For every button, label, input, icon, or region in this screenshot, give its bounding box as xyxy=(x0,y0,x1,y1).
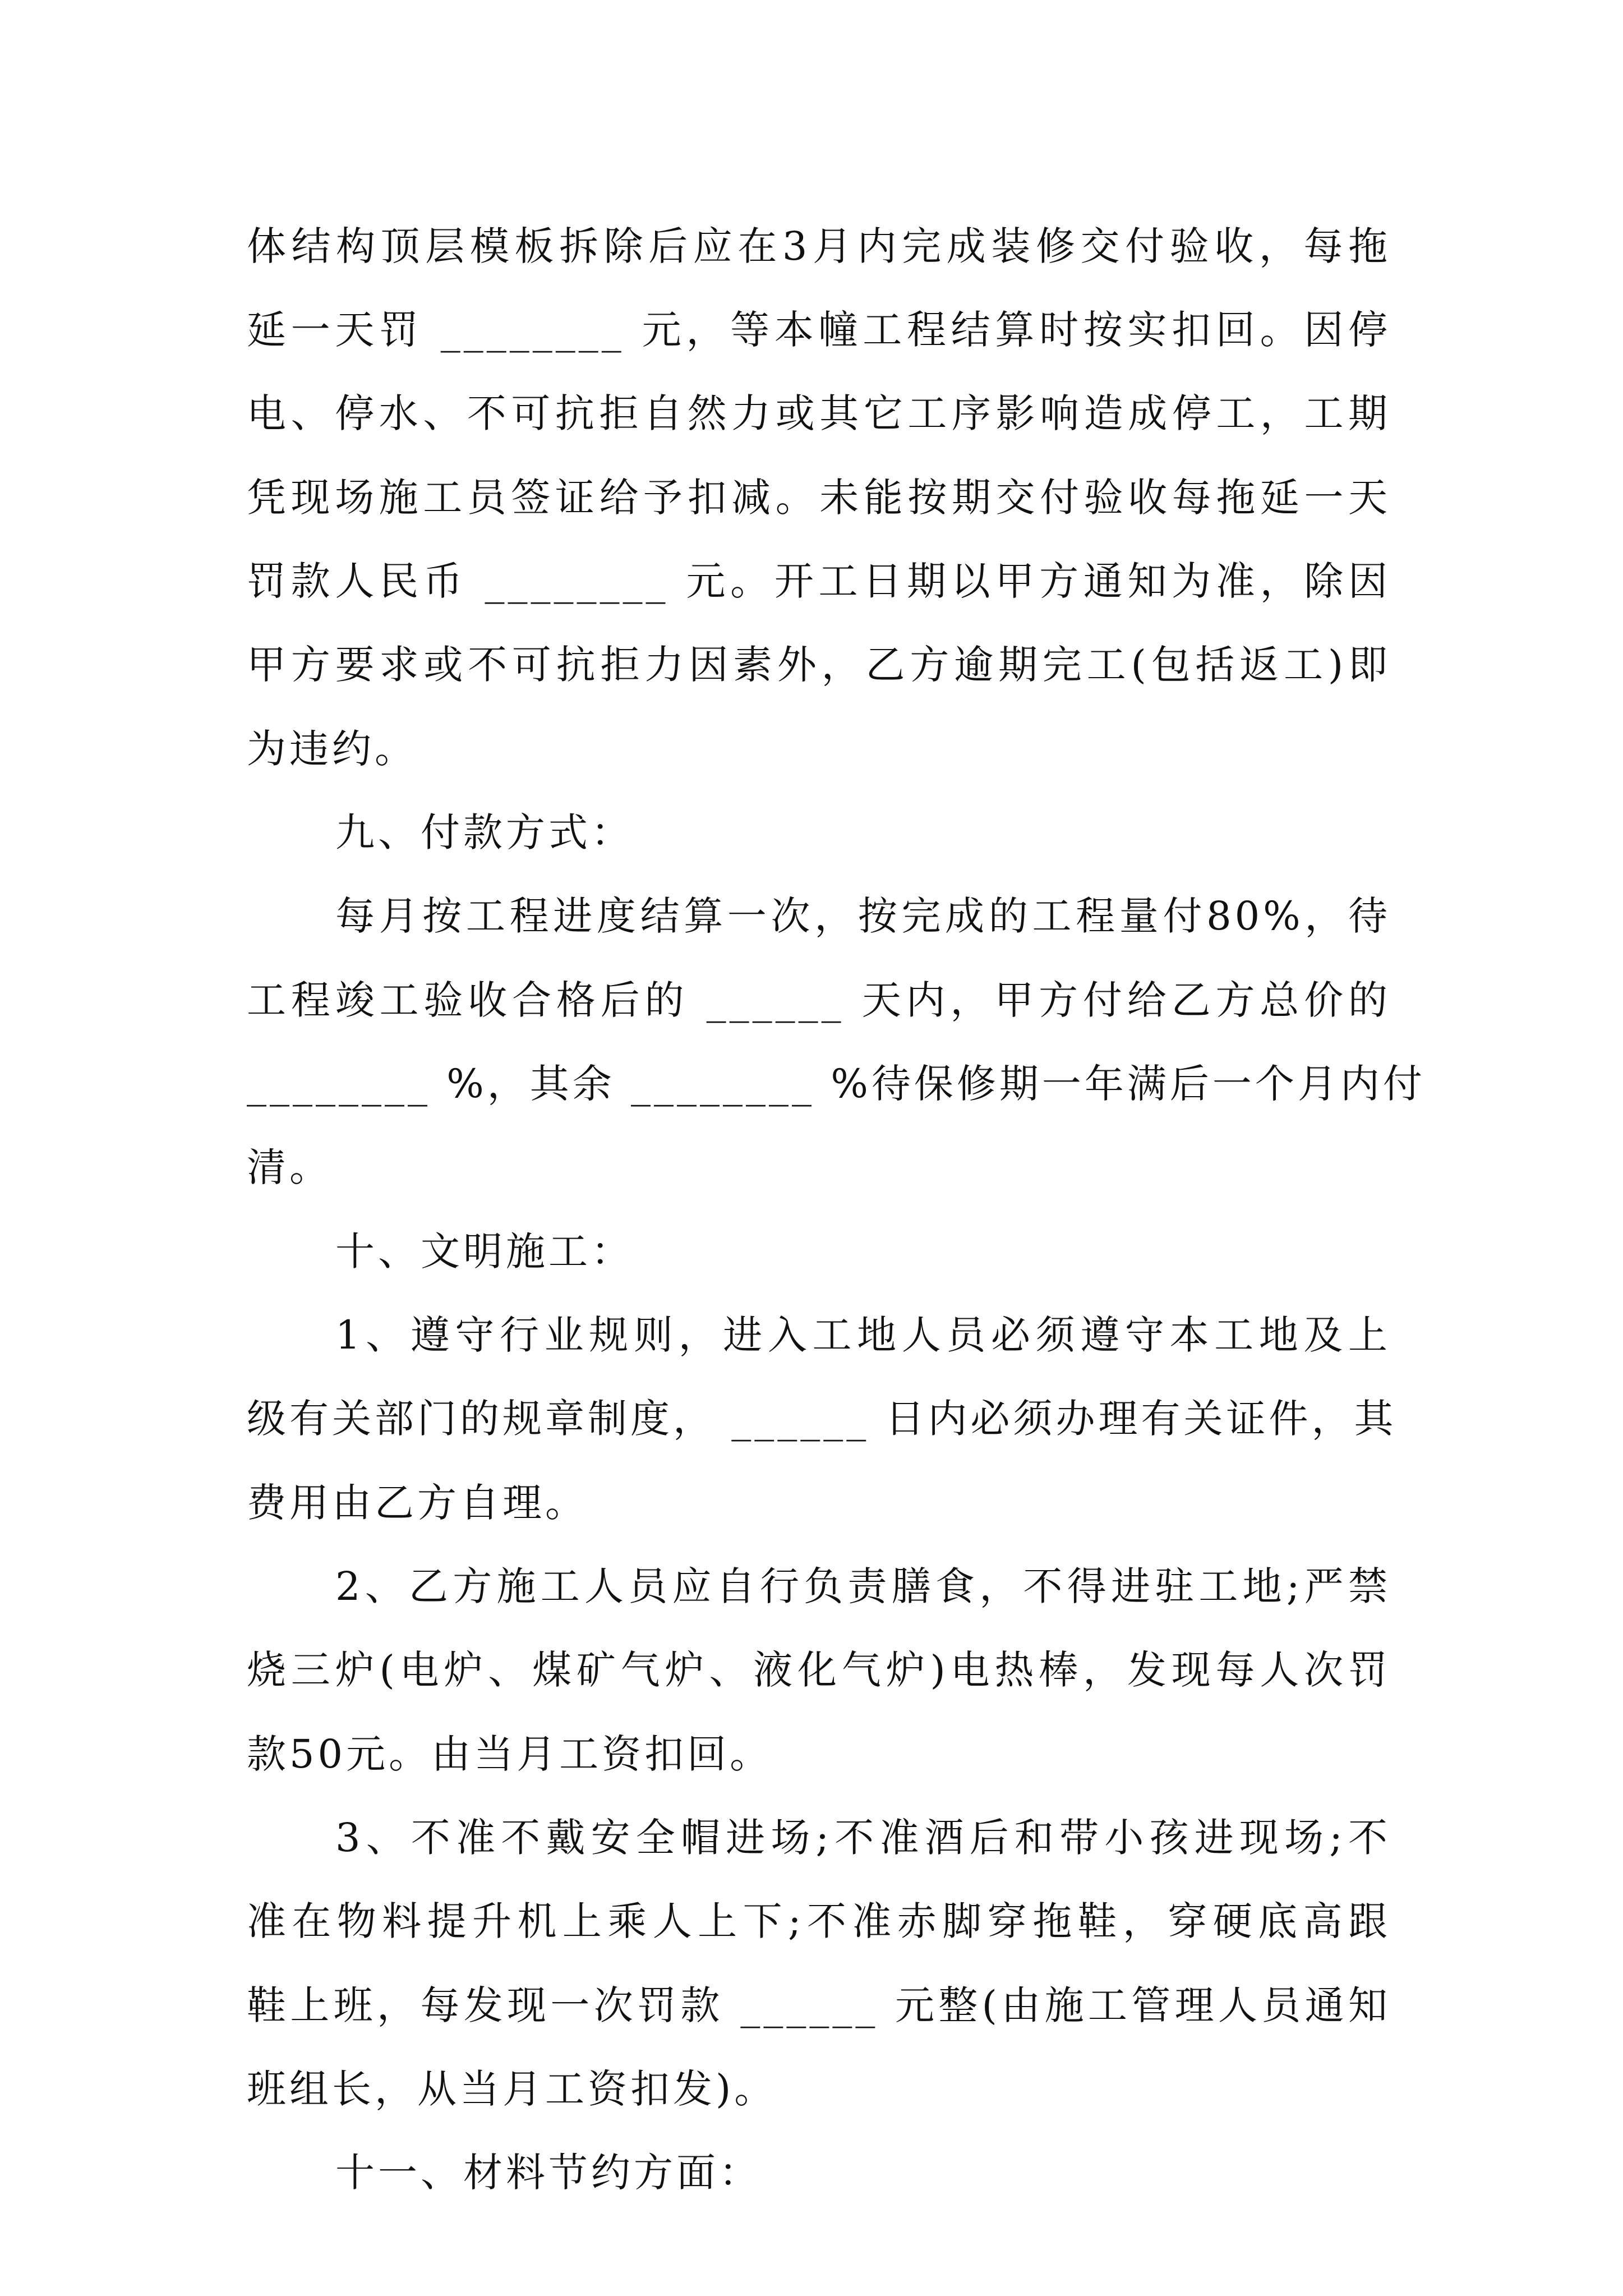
fill-in-blank[interactable]: ______ xyxy=(740,1982,879,2028)
paragraph-line xyxy=(247,288,1391,372)
text-run: 电、停水、不可抗拒自然力或其它工序影响造成停工，工期 xyxy=(247,390,1391,436)
text-run: 每月按工程进度结算一次，按完成的工程量付80%，待 xyxy=(335,893,1391,939)
heading-text: 十一、材料节约方面： xyxy=(335,2150,762,2196)
fill-in-blank[interactable]: ______ xyxy=(706,977,845,1023)
text-run: 款50元。由当月工资扣回。 xyxy=(247,1731,773,1777)
paragraph-line xyxy=(247,2047,777,2131)
paragraph-line xyxy=(247,1712,772,1796)
paragraph-line xyxy=(247,204,1391,288)
paragraph-line xyxy=(247,539,1391,623)
fill-in-blank[interactable]: ________ xyxy=(440,307,625,353)
fill-in-blank[interactable]: ________ xyxy=(485,558,669,604)
paragraph-line xyxy=(247,1125,332,1209)
paragraph-line xyxy=(335,1293,1391,1377)
paragraph-line xyxy=(247,1377,1397,1461)
text-run: %，其余 xyxy=(446,1061,615,1107)
text-run: 元。开工日期以甲方通知为准，除因 xyxy=(686,558,1391,604)
heading-text: 九、付款方式： xyxy=(335,809,634,855)
heading-text: 十、文明施工： xyxy=(335,1228,634,1274)
section-heading xyxy=(335,790,634,875)
text-run: 体结构顶层模板拆除后应在3月内完成装修交付验收，每拖 xyxy=(247,223,1391,269)
text-run: 天内，甲方付给乙方总价的 xyxy=(861,977,1391,1023)
text-run: 级有关部门的规章制度， xyxy=(247,1396,716,1442)
paragraph-line xyxy=(247,1042,1426,1126)
paragraph-line xyxy=(247,623,1391,707)
paragraph-line xyxy=(247,707,417,791)
paragraph-line xyxy=(247,958,1391,1042)
text-run: 延一天罚 xyxy=(247,307,423,353)
paragraph-line xyxy=(335,1796,1391,1880)
text-run: 鞋上班，每发现一次罚款 xyxy=(247,1982,724,2028)
text-run: 清。 xyxy=(247,1144,332,1190)
fill-in-blank[interactable]: ________ xyxy=(247,1061,431,1107)
section-heading xyxy=(335,1209,634,1294)
text-run: 工程竣工验收合格后的 xyxy=(247,977,689,1023)
text-run: 为违约。 xyxy=(247,726,417,772)
fill-in-blank[interactable]: ________ xyxy=(631,1061,815,1107)
text-run: 费用由乙方自理。 xyxy=(247,1480,588,1526)
paragraph-line xyxy=(335,1544,1391,1628)
paragraph-line xyxy=(247,1963,1391,2047)
section-heading xyxy=(335,2131,762,2215)
paragraph-line xyxy=(247,371,1391,455)
text-run: 2、乙方施工人员应自行负责膳食，不得进驻工地;严禁 xyxy=(335,1563,1391,1609)
text-run: 凭现场施工员签证给予扣减。未能按期交付验收每拖延一天 xyxy=(247,475,1391,521)
text-run: 元整(由施工管理人员通知 xyxy=(895,1982,1391,2028)
paragraph-line xyxy=(247,1628,1391,1712)
text-run: 3、不准不戴安全帽进场;不准酒后和带小孩进现场;不 xyxy=(335,1815,1391,1861)
paragraph-line xyxy=(247,1461,588,1545)
text-run: 烧三炉(电炉、煤矿气炉、液化气炉)电热棒，发现每人次罚 xyxy=(247,1647,1391,1693)
paragraph-line xyxy=(247,1879,1391,1963)
paragraph-line xyxy=(335,874,1391,958)
paragraph-line xyxy=(247,455,1391,540)
text-run: 日内必须办理有关证件，其 xyxy=(885,1396,1397,1442)
text-run: 1、遵守行业规则，进入工地人员必须遵守本工地及上 xyxy=(335,1312,1391,1358)
text-run: 罚款人民币 xyxy=(247,558,468,604)
text-run: 元，等本幢工程结算时按实扣回。因停 xyxy=(642,307,1391,353)
text-run: %待保修期一年满后一个月内付 xyxy=(831,1061,1426,1107)
fill-in-blank[interactable]: ______ xyxy=(731,1396,870,1442)
text-run: 准在物料提升机上乘人上下;不准赤脚穿拖鞋，穿硬底高跟 xyxy=(247,1898,1391,1944)
text-run: 甲方要求或不可抗拒力因素外，乙方逾期完工(包括返工)即 xyxy=(247,642,1391,688)
text-run: 班组长，从当月工资扣发)。 xyxy=(247,2066,777,2112)
